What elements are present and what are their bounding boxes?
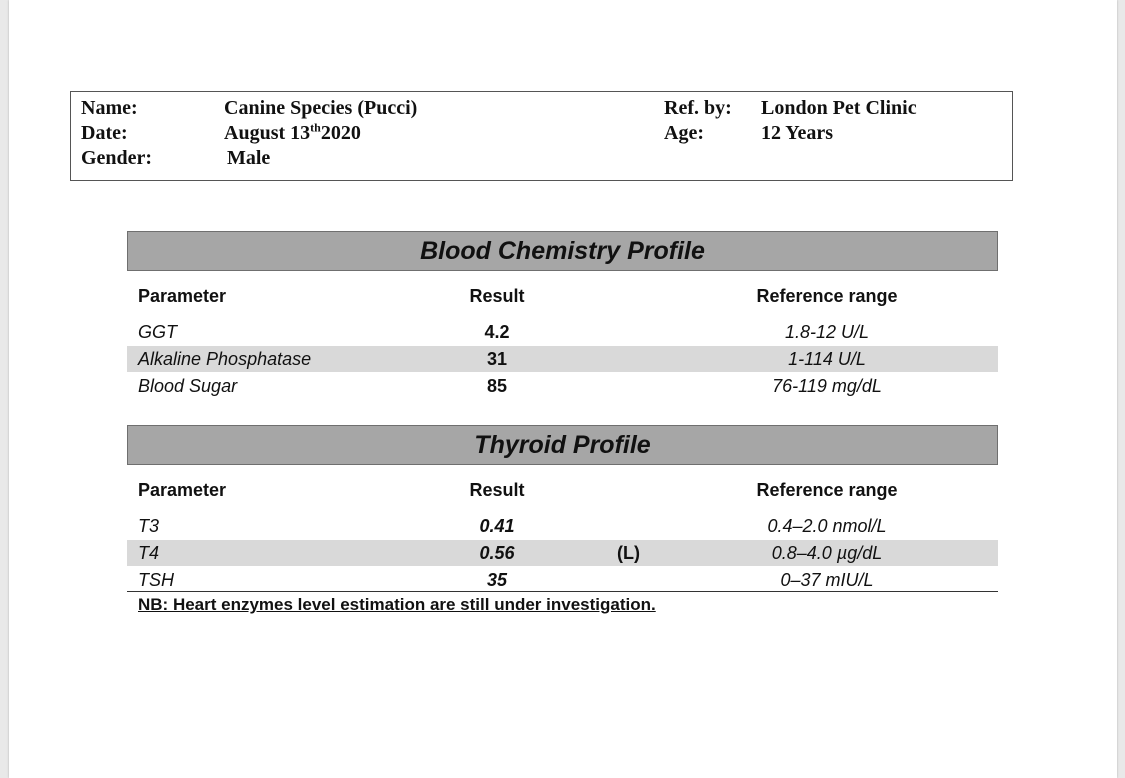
result-cell: 35 bbox=[486, 570, 508, 590]
table-row bbox=[127, 540, 998, 566]
date-label: Date: bbox=[81, 122, 128, 144]
flag-cell: (L) bbox=[617, 543, 640, 563]
name-label: Name: bbox=[81, 97, 138, 119]
parameter-cell: T4 bbox=[138, 543, 160, 563]
parameter-cell: Blood Sugar bbox=[138, 376, 238, 396]
reference-header: Reference range bbox=[756, 480, 898, 500]
table-row bbox=[127, 513, 998, 539]
result-cell: 4.2 bbox=[484, 322, 510, 342]
thyroid-column-headers bbox=[127, 477, 998, 503]
table-row bbox=[127, 346, 998, 372]
result-header: Result bbox=[469, 286, 525, 306]
divider bbox=[127, 591, 998, 592]
parameter-cell: T3 bbox=[138, 516, 160, 536]
result-cell: 0.56 bbox=[479, 543, 515, 563]
result-header: Result bbox=[469, 480, 525, 500]
parameter-header: Parameter bbox=[138, 480, 227, 500]
parameter-header: Parameter bbox=[138, 286, 227, 306]
reference-cell: 0.4–2.0 nmol/L bbox=[767, 516, 887, 536]
ref-label: Ref. by: bbox=[664, 97, 732, 119]
footnote: NB: Heart enzymes level estimation are still under investigation. bbox=[138, 595, 656, 614]
name-value: Canine Species (Pucci) bbox=[224, 97, 418, 119]
parameter-cell: Alkaline Phosphatase bbox=[138, 349, 312, 369]
gender-label: Gender: bbox=[81, 147, 153, 169]
reference-cell: 1.8-12 U/L bbox=[784, 322, 870, 342]
parameter-cell: TSH bbox=[138, 570, 174, 590]
reference-cell: 76-119 mg/dL bbox=[772, 376, 882, 396]
ref-value: London Pet Clinic bbox=[761, 97, 917, 119]
result-cell: 31 bbox=[486, 349, 508, 369]
age-label: Age: bbox=[664, 122, 704, 144]
reference-cell: 0–37 mIU/L bbox=[780, 570, 874, 590]
reference-cell: 0.8–4.0 µg/dL bbox=[771, 543, 883, 563]
patient-info-box bbox=[70, 91, 1013, 181]
thyroid-header: Thyroid Profile bbox=[127, 425, 998, 465]
age-value: 12 Years bbox=[761, 122, 834, 144]
table-row bbox=[127, 373, 998, 399]
parameter-cell: GGT bbox=[138, 322, 177, 342]
gender-value: Male bbox=[227, 147, 271, 169]
reference-header: Reference range bbox=[756, 286, 898, 306]
table-row bbox=[127, 567, 998, 593]
date-value: August 13th2020 bbox=[224, 120, 361, 144]
result-cell: 85 bbox=[486, 376, 508, 396]
table-row bbox=[127, 319, 998, 345]
blood-chemistry-column-headers bbox=[127, 283, 998, 309]
result-cell: 0.41 bbox=[479, 516, 515, 536]
report-page bbox=[9, 0, 1117, 778]
blood-chemistry-header: Blood Chemistry Profile bbox=[127, 231, 998, 271]
reference-cell: 1-114 U/L bbox=[788, 349, 866, 369]
